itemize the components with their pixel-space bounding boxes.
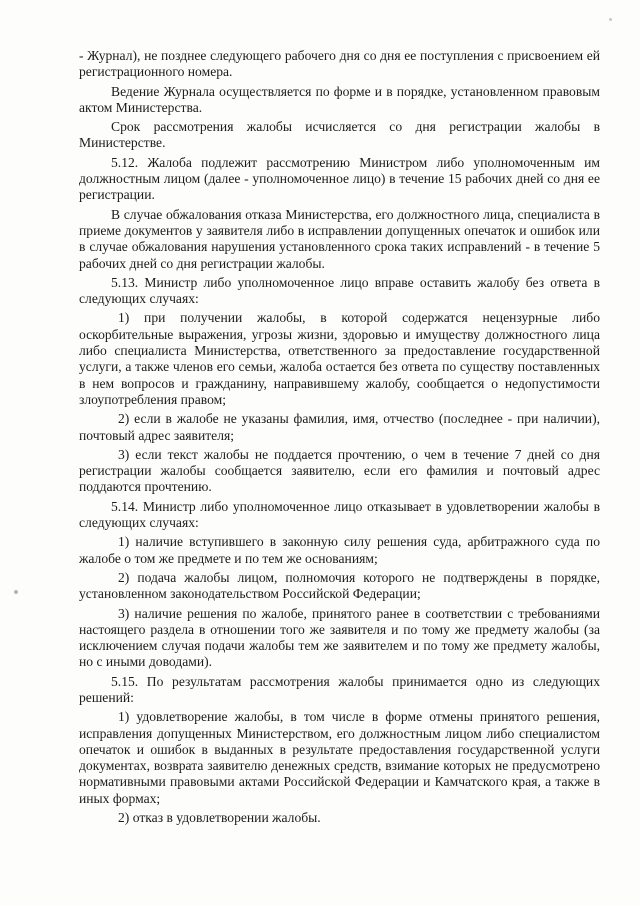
scan-speck bbox=[609, 18, 612, 21]
paragraph-5-13: 5.13. Министр либо уполномоченное лицо вправе оставить жалобу без ответа в следующих случаях: bbox=[79, 274, 600, 307]
paragraph-refusal-appeal: В случае обжалования отказа Министерства, его должностного лица, специалиста в приеме документов у заявителя либо в исправлении допущенных опечаток и ошибок или в случае обжалования нарушения установленного срока таких исправлений - в течение 5 рабочих дней со дня регистрации жалобы. bbox=[79, 206, 600, 271]
list-item-5-13-3: 3) если текст жалобы не поддается прочтению, о чем в течение 7 дней со дня регистрации жалобы сообщается заявителю, если его фамилия и почтовый адрес поддаются прочтению. bbox=[79, 446, 600, 495]
list-item-5-14-3: 3) наличие решения по жалобе, принятого ранее в соответствии с требованиями настоящего раздела в отношении того же заявителя и по тому же предмету жалобы (за исключением случая подачи жалобы тем же заявителем и по тому же предмету жалобы, но с иными доводами). bbox=[79, 605, 600, 670]
list-item-5-15-2: 2) отказ в удовлетворении жалобы. bbox=[118, 810, 321, 826]
paragraph-journal-registration: - Журнал), не позднее следующего рабочего дня со дня ее поступления с присвоением ей регистрационного номера. bbox=[79, 48, 600, 80]
list-item-5-15-1: 1) удовлетворение жалобы, в том числе в форме отмены принятого решения, исправления допущенных Министерством, его должностным лицом либо специалистом опечаток и ошибок в выданных в результате предоставления государственной услуги документах, возврата заявителю денежных средств, взимание которых не предусмотрено нормативными правовыми актами Российской Федерации и Камчатского края, а также в иных формах; bbox=[79, 709, 600, 806]
list-item-5-14-1: 1) наличие вступившего в законную силу решения суда, арбитражного суда по жалобе о том же предмете и по тем же основаниям; bbox=[79, 534, 600, 566]
paragraph-5-12: 5.12. Жалоба подлежит рассмотрению Министром либо уполномоченным им должностным лицом (далее - уполномоченное лицо) в течение 15 рабочих дней со дня ее регистрации. bbox=[79, 154, 600, 203]
paragraph-5-14: 5.14. Министр либо уполномоченное лицо отказывает в удовлетворении жалобы в следующих случаях: bbox=[79, 498, 600, 531]
paragraph-5-15: 5.15. По результатам рассмотрения жалобы принимается одно из следующих решений: bbox=[79, 673, 600, 705]
list-item-5-13-1: 1) при получении жалобы, в которой содержатся нецензурные либо оскорбительные выражения, угрозы жизни, здоровью и имуществу должностного лица либо специалиста Министерства, ответственного за предоставление государственной услуги, а также членов его семьи, жалоба остается без ответа по существу поставленных в нем вопросов и гражданину, направившему жалобу, сообщается о недопустимости злоупотребления правом; bbox=[79, 310, 600, 407]
paragraph-review-period: Срок рассмотрения жалобы исчисляется со дня регистрации жалобы в Министерстве. bbox=[79, 119, 600, 151]
list-item-5-13-2: 2) если в жалобе не указаны фамилия, имя, отчество (последнее - при наличии), почтовый адрес заявителя; bbox=[79, 411, 600, 443]
scan-speck bbox=[14, 590, 18, 594]
list-item-5-14-2: 2) подача жалобы лицом, полномочия которого не подтверждены в порядке, установленном законодательством Российской Федерации; bbox=[79, 569, 600, 602]
paragraph-journal-maintenance: Ведение Журнала осуществляется по форме и в порядке, установленном правовым актом Министерства. bbox=[79, 83, 600, 115]
